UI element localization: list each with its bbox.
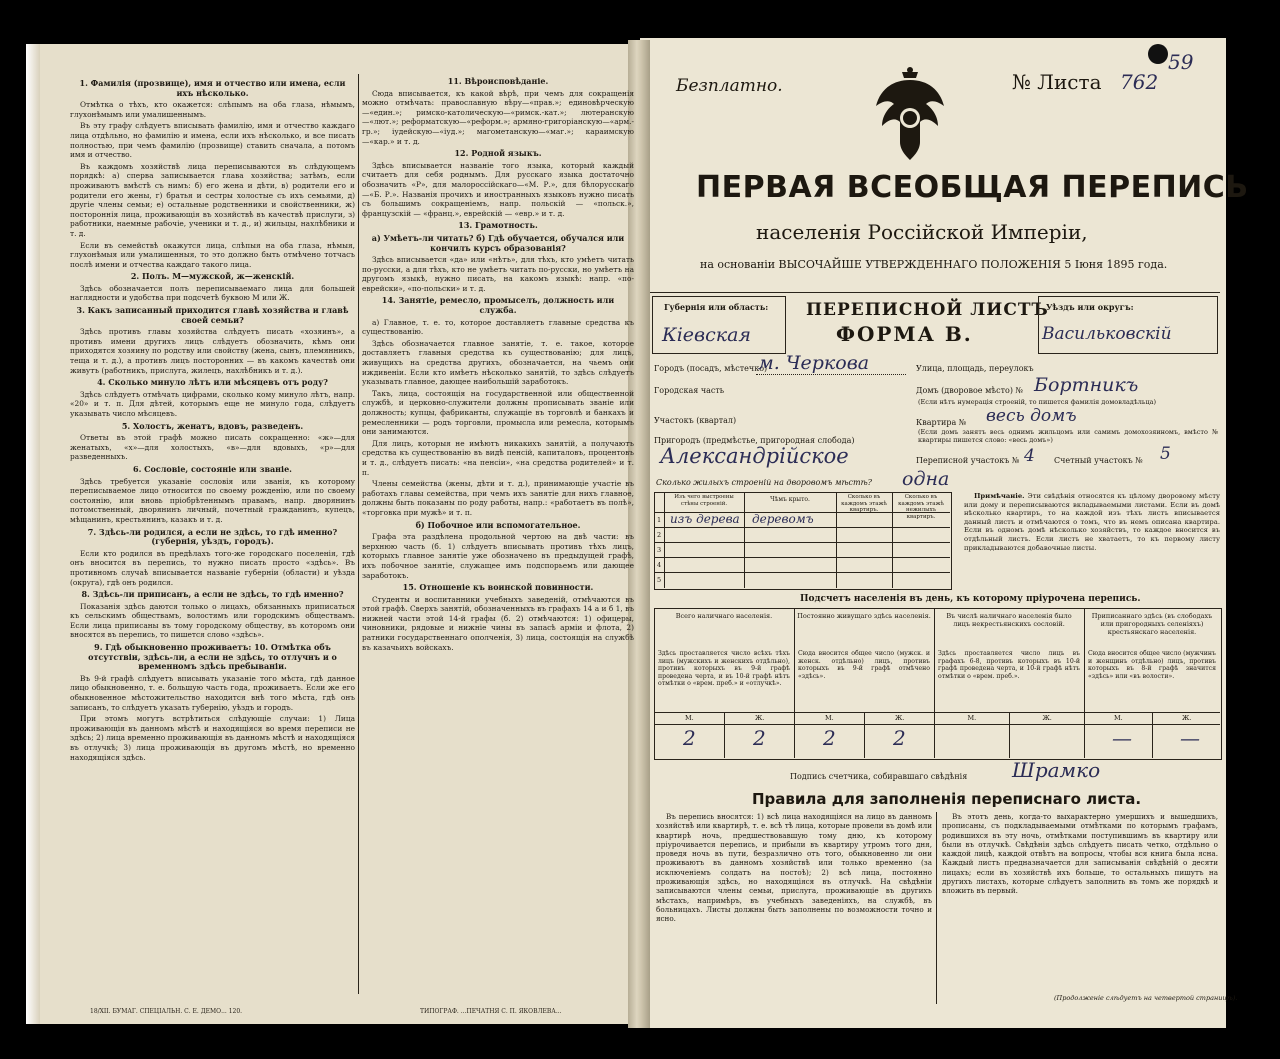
count-col-description: Здѣсь проставляется число всѣхъ тѣхъ лицъ (мужскихъ и женскихъ отдѣльно), противъ которыхъ въ 9-й графѣ проведена черта, и въ 10-й графѣ нѣтъ отмѣтки о «врем. преб.» и «отлучкѣ». xyxy=(658,650,790,688)
house-note: (Если нѣтъ нумерація строеній, то пишется фамилія домовладѣльца) xyxy=(918,398,1157,406)
instruction-heading: 7. Здѣсь-ли родился, а если не здѣсь, то гдѣ именно? (губернія, уѣздъ, городъ). xyxy=(87,526,338,547)
instruction-heading: б) Побочное или вспомогательное. xyxy=(415,519,581,530)
count-col-title: Въ числѣ наличнаго населенія было лицъ некрестьянскихъ сословій. xyxy=(946,612,1072,628)
table-row-rule xyxy=(654,572,950,573)
count-col-rule xyxy=(794,608,795,758)
town-line xyxy=(756,374,906,375)
instruction-heading: 5. Холостъ, женатъ, вдовъ, разведенъ. xyxy=(121,420,304,431)
count-col-rule xyxy=(1084,608,1085,758)
census-section-label: Переписной участокъ № xyxy=(916,456,1020,465)
count-col-description: Сюда вносится общее число (мужск. и женск. отдѣльно) лицъ, противъ которыхъ въ 9-й графѣ отмѣчено «здѣсь». xyxy=(798,650,930,680)
table-cell-roof: деревомъ xyxy=(752,512,814,526)
female-label: Ж. xyxy=(895,714,905,722)
instruction-heading: 9. Гдѣ обыкновенно проживаетъ: 10. Отмѣтка объ отсутствіи, здѣсь-ли, а если не здѣсь, то отлучнъ и о временномъ здѣсь пребываніи. xyxy=(88,642,337,672)
instruction-paragraph: а) Главное, т. е. то, которое доставляетъ главные средства къ существованію. xyxy=(362,317,634,337)
city-part-label: Городская часть xyxy=(654,386,725,395)
flat-note: (Если домъ занятъ весь однимъ жильцомъ или самимъ домохозяиномъ, вмѣсто № квартиры пишется слово: «весь домъ») xyxy=(918,428,1218,444)
count-value-rule xyxy=(934,724,1084,725)
table-row-number: 1 xyxy=(657,516,662,524)
left-instructions-column-2 xyxy=(362,74,634,654)
male-label: М. xyxy=(1114,714,1123,722)
count-col-title: Постоянно живущаго здѣсь населенія. xyxy=(797,612,931,620)
male-label: М. xyxy=(967,714,977,722)
table-header-cell: Изъ чего выстроены стѣны строеній. xyxy=(674,494,734,507)
suburb-value: Александрійское xyxy=(660,444,849,468)
table-row-rule xyxy=(654,557,950,558)
instruction-paragraph: Здѣсь обозначается главное занятіе, т. е. такое, которое доставляетъ главныя средства къ существованію; для лицъ, живущихъ на средства другихъ, обозначается, на чьемъ они иждивеніи. Если кто имѣетъ нѣсколько занятій, то здѣсь слѣдуетъ указывать главное, дающее наибольшій заработокъ. xyxy=(362,338,634,387)
instruction-paragraph: Студенты и воспитанники учебныхъ заведеній, отмѣчаются въ этой графѣ. Сверхъ занятій, обозначенныхъ въ графахъ 14 а и б 1, въ нижней части этой 14-й графы (б. 2) отмѣчаются: 1) офицеры, чиновники, рядовые и нижніе чины въ запасѣ арміи и флота, 2) ратники государственнаго ополченія, 3) лица, состоящія на службѣ въ казачьихъ войскахъ. xyxy=(362,594,634,652)
count-mf-rule xyxy=(864,712,865,758)
count-mf-rule xyxy=(724,712,725,758)
imperial-eagle-emblem xyxy=(872,66,948,162)
count-mf-rule xyxy=(1009,712,1010,758)
instruction-heading: а) Умѣетъ-ли читать? б) Гдѣ обучается, обучался или кончилъ курсъ образованія? xyxy=(371,232,625,253)
table-row-number: 2 xyxy=(657,531,662,539)
instruction-paragraph: Такъ, лица, состоящія на государственной или общественной службѣ, и церковно-служители должны прописывать званіе или должность; купцы, фабриканты, служащіе въ торговлѣ и банкахъ и ремесленники — родъ торговли, промысла или ремесла, которымъ они занимаются. xyxy=(362,388,634,437)
free-label: Безплатно. xyxy=(676,76,783,96)
instruction-heading: 8. Здѣсь-ли приписанъ, а если не здѣсь, то гдѣ именно? xyxy=(81,589,344,600)
suburb-label: Пригородъ (предмѣстье, пригородная слобода) xyxy=(654,436,855,445)
district-label: Участокъ (квартал) xyxy=(654,416,737,425)
instruction-paragraph: Если кто родился въ предѣлахъ того-же городскаго поселенія, гдѣ онъ вносится въ перепись, то нужно писать просто «здѣсь». Въ противномъ случаѣ вписывается названіе губерніи (области) и уѣзда (округа), гдѣ онъ родился. xyxy=(70,548,355,587)
female-label: Ж. xyxy=(755,714,765,722)
instruction-paragraph: Если въ семействѣ окажутся лица, слѣпыя на оба глаза, нѣмыя, глухонѣмыя или умалишенныя, то это должно быть отмѣчено тотчасъ послѣ имени и отчества каждаго такого лица. xyxy=(70,240,355,269)
instruction-heading: 6. Сословіе, состояніе или званіе. xyxy=(133,463,292,474)
count-value-rule xyxy=(1084,724,1220,725)
table-cell-walls: изъ дерева xyxy=(670,512,740,526)
count-value-rule xyxy=(794,724,934,725)
count-col-title: Приписаннаго здѣсь (въ слободахъ или пригородныхъ селеніяхъ) крестьянскаго населенія. xyxy=(1091,612,1213,636)
signature-label: Подпись счетчика, собиравшаго свѣдѣнія xyxy=(790,772,968,781)
divider xyxy=(650,292,1220,293)
table-header-cell: Чѣмъ крыто. xyxy=(770,496,810,503)
table-col-rule xyxy=(836,492,837,588)
instruction-heading: 14. Занятіе, ремесло, промыселъ, должность или служба. xyxy=(381,295,615,316)
gubernia-label: Губернія или область: xyxy=(664,302,769,312)
instruction-paragraph: Здѣсь обозначается полъ переписываемаго лица для большей наглядности и удобства при подсчетѣ буквою М или Ж. xyxy=(70,283,355,303)
house-value: Бортникъ xyxy=(1034,374,1139,396)
census-title: ПЕРВАЯ ВСЕОБЩАЯ ПЕРЕПИСЬ xyxy=(696,170,1249,205)
street-label: Улица, площадь, переулокъ xyxy=(916,364,1034,373)
town-label: Городъ (посадъ, мѣстечко) xyxy=(654,364,768,373)
census-section-value: 4 xyxy=(1024,446,1035,466)
instruction-paragraph: Здѣсь требуется указаніе сословія или званія, къ которому переписываемое лицо относится по своему рожденію, или по своему состоянію, или вновь пріобрѣтеннымъ правамъ, напр. дворянинъ потомственный, дворянинъ личный, почетный гражданинъ, купецъ, мѣщанинъ, крестьянинъ, казакъ и т. д. xyxy=(70,476,355,524)
instruction-paragraph: Графа эта раздѣлена продольной чертою на двѣ части: въ верхнюю часть (б. 1) слѣдуетъ вписывать противъ тѣхъ лицъ, которыхъ главное занятіе уже обозначено въ предыдущей графѣ, ихъ побочное занятіе, служащее имъ подспорьемъ или дающее заработокъ. xyxy=(362,532,634,580)
remark-block xyxy=(964,492,1220,552)
form-label-1: ПЕРЕПИСНОЙ ЛИСТЪ xyxy=(806,300,1049,320)
count-col-description: Сюда вносится общее число (мужчинъ и женщинъ отдѣльно) лицъ, противъ которыхъ въ 8-й графѣ значится «здѣсь» или «въ волости». xyxy=(1088,650,1216,680)
female-count-value: — xyxy=(1180,726,1200,750)
instruction-paragraph: Въ каждомъ хозяйствѣ лица переписываются въ слѣдующемъ порядкѣ: а) сперва записывается глава хозяйства; затѣмъ, если проживаютъ вмѣстѣ съ нимъ: б) его жена и дѣти, в) родители его и родители его жены, г) братья и сестры холостые съ ихъ семьями, д) другіе члены семьи; е) остальные родственники и свойственники, ж) постороннія лица, проживающія въ хозяйствѣ въ качествѣ прислуги, з) работники, наемные рабочіе, ученики и т. д., и) жильцы, нахлѣбники и т. д. xyxy=(70,161,355,238)
corner-number: 59 xyxy=(1168,50,1194,74)
count-title: Подсчетъ населенія въ день, къ которому пріурочена перепись. xyxy=(800,594,1141,604)
rules-text-1: Въ перепись вносятся: 1) всѣ лица находящіяся на лицо въ данномъ хозяйствѣ или квартирѣ, т. е. всѣ тѣ лица, которые провели въ домѣ или квартирѣ ночь, предшествовавшую тому дню, къ которому пріурочивается перепись, и прибыли въ квартиру утромъ того дня, проведя ночь въ пути, безразлично отъ того, обыкновенно ли они проживаютъ въ данномъ хозяйствѣ или только временно (за исключеніемъ солдатъ на постоѣ); 2) всѣ лица, постоянно проживающія здѣсь, но находящіяся въ отлучкѣ. На свѣдѣніи записываются члены семьи, прислуга, проживающіе въ другихъ мѣстахъ, напримѣръ, въ учебныхъ заведеніяхъ, на службѣ, въ больницахъ. Листы должны быть заполнены по возможности точно и ясно. xyxy=(656,812,932,924)
table-row-rule xyxy=(654,527,950,528)
uezd-value: Васильковскій xyxy=(1042,324,1172,344)
left-instructions-column-1 xyxy=(70,76,355,764)
gubernia-value: Кіевская xyxy=(662,324,751,346)
uezd-label: Уѣздъ или округъ: xyxy=(1046,302,1134,312)
table-row-number: 4 xyxy=(657,561,662,569)
instruction-heading: 11. Вѣроисповѣданіе. xyxy=(447,76,549,86)
male-count-value: 2 xyxy=(823,726,836,750)
count-col-description: Здѣсь проставляется число лицъ въ графахъ 6-8, противъ которыхъ въ 10-й графѣ проведена черта, и 10-й графѣ нѣтъ отмѣтки о «врем. преб.». xyxy=(938,650,1080,680)
count-mf-rule xyxy=(1152,712,1153,758)
buildings-label: Сколько жилыхъ строеній на дворовомъ мѣстѣ? xyxy=(656,478,872,487)
remark-text: Эти свѣдѣнія относятся къ цѣлому дворовому мѣсту или дому и переписываются вкладываемыми листами. Если въ домѣ нѣсколько квартиръ, то на каждой изъ тѣхъ листъ вписывается данный листъ и отмѣчаются о томъ, что въ немъ описана квартира. Если въ одномъ домѣ нѣсколько хозяйствъ, то каждое вносится въ отдѣльный листъ. Если листъ не хватаетъ, то къ первому листу прикладываются добавочные листы. xyxy=(964,492,1220,552)
rules-divider xyxy=(936,812,937,1004)
instruction-heading: 4. Сколько минуло лѣтъ или мѣсяцевъ отъ роду? xyxy=(97,377,328,388)
instruction-heading: 3. Какъ записанный приходится главѣ хозяйства и главѣ своей семьи? xyxy=(76,305,349,325)
rules-column-1 xyxy=(656,812,932,924)
rules-continue: (Продолженіе слѣдуетъ на четвертой страницѣ). xyxy=(1054,994,1238,1002)
sheet-number-label: № Листа xyxy=(1012,70,1102,94)
male-count-value: — xyxy=(1112,726,1132,750)
instruction-paragraph: Здѣсь вписывается «да» или «нѣтъ», для тѣхъ, кто умѣетъ читать по-русски, а для тѣхъ, кто не умѣетъ читать по-русски, но умѣетъ на другомъ языкѣ, нужно писать, на какомъ языкѣ: напр. «по-еврейски», «по-польски» и т. д. xyxy=(362,255,634,293)
table-row-number: 3 xyxy=(657,546,662,554)
female-label: Ж. xyxy=(1042,714,1052,722)
right-footer-imprint: ТИПОГРАФ. ...ПЕЧАТНЯ С. П. ЯКОВЛЕВА... xyxy=(420,1008,562,1015)
instruction-paragraph: Для лицъ, которыя не имѣютъ никакихъ занятій, а получаютъ средства къ существованію въ видѣ пенсій, капиталовъ, процентовъ и т. д., слѣдуетъ писать: «на пенсіи», «на средства родителей» и т. п. xyxy=(362,438,634,477)
female-count-value: 2 xyxy=(893,726,906,750)
signature-value: Шрамко xyxy=(1012,758,1101,782)
instruction-heading: 2. Полъ. М—мужской, ж—женскій. xyxy=(130,271,295,282)
instruction-paragraph: Отмѣтка о тѣхъ, кто окажется: слѣпымъ на оба глаза, нѣмымъ, глухонѣмымъ или умалишеннымъ. xyxy=(70,100,355,119)
sheet-number-value: 762 xyxy=(1120,70,1159,94)
flat-value: весь домъ xyxy=(986,406,1077,426)
female-count-value: 2 xyxy=(753,726,766,750)
instruction-paragraph: Показанія здѣсь даются только о лицахъ, обязанныхъ приписаться къ сельскимъ обществамъ, волостямъ или городскимъ обществамъ. Если лица приписаны въ тому городскому обществу, въ которомъ они вносятся въ перепись, то пишется слово «здѣсь». xyxy=(70,601,355,640)
house-label: Домъ (дворовое мѣсто) № xyxy=(916,386,1024,395)
table-row-rule xyxy=(654,542,950,543)
count-col-title: Всего наличнаго населенія. xyxy=(675,612,773,620)
ink-blot xyxy=(1148,44,1168,64)
instruction-heading: 15. Отношеніе къ воинской повинности. xyxy=(402,582,594,593)
flat-label: Квартира № xyxy=(916,418,967,427)
column-divider xyxy=(358,74,359,994)
rules-title: Правила для заполненія переписнаго листа. xyxy=(752,790,1142,808)
male-count-value: 2 xyxy=(683,726,696,750)
instruction-paragraph: Въ 9-й графѣ слѣдуетъ вписывать указаніе того мѣста, гдѣ данное лицо обыкновенно, т. е. большую часть года, проживаетъ. Если же его обыкновенное мѣстожительство находится внѣ того мѣста, гдѣ онъ записанъ, то слѣдуетъ указать губернію, уѣздъ и городъ. xyxy=(70,673,355,712)
form-label-2: ФОРМА В. xyxy=(836,322,973,346)
male-label: М. xyxy=(825,714,834,722)
female-label: Ж. xyxy=(1182,714,1192,722)
rules-text-2: Въ этотъ день, когда-то выхарактерно умершихъ и вышедшихъ, прописаны, съ подкладываемыми отмѣтками по которымъ графамъ, родившихся въ эту ночь, отмѣтками поступившимъ въ квартиру или были въ отлучкѣ. Свѣдѣнія здѣсь слѣдуетъ писать четко, отдѣльно о каждой лицѣ, каждой отвѣтъ на вопросы, чтобы вся книга была ясна. Каждый листъ предназначается для записыванія свѣдѣній о десяти лицахъ; если въ хозяйствѣ ихъ больше, то остальныхъ пишутъ на другихъ листахъ, которые слѣдуетъ заполнить въ томъ же порядкѣ и вложить въ первый. xyxy=(942,812,1218,896)
count-value-rule xyxy=(654,724,794,725)
census-basis: на основаніи ВЫСОЧАЙШЕ УТВЕРЖДЕННАГО ПОЛОЖЕНІЯ 5 Іюня 1895 года. xyxy=(700,258,1168,271)
town-value: м. Черкова xyxy=(758,352,870,374)
table-col-rule xyxy=(892,492,893,588)
table-header-cell: Сколько въ каждомъ этажѣ нежилыхъ квартиръ. xyxy=(898,494,944,520)
instruction-paragraph: При этомъ могутъ встрѣтиться слѣдующіе случаи: 1) Лица проживающія въ данномъ мѣстѣ и находящіяся во время переписи не здѣсь; 2) лица временно проживающія въ данномъ мѣстѣ и находящіяся въ отлучкѣ; 3) лица проживающія въ другомъ мѣстѣ, но временно находящіяся здѣсь. xyxy=(70,714,355,762)
instruction-heading: 1. Фамилія (прозвище), имя и отчество или имена, если ихъ нѣсколько. xyxy=(79,78,346,98)
left-footer-imprint: 18/XII. БУМАГ. СПЕЦІАЛЬН. С. Е. ДЕМО... 120. xyxy=(90,1008,243,1015)
count-section-value: 5 xyxy=(1160,444,1171,464)
count-col-rule xyxy=(934,608,935,758)
count-section-label: Счетный участокъ № xyxy=(1054,456,1143,465)
left-page-edge xyxy=(26,44,40,1024)
instruction-paragraph: Здѣсь слѣдуетъ отмѣчать цифрами, сколько кому минуло лѣтъ, напр. «20» и т. п. Для дѣтей, которымъ еще не минуло года, слѣдуетъ указывать число мѣсяцевъ. xyxy=(70,389,355,418)
remark-title: Примѣчаніе. xyxy=(974,492,1025,500)
instruction-paragraph: Члены семейства (жены, дѣти и т. д.), принимающіе участіе въ работахъ главы семейства, при чемъ ихъ занятіе для нихъ главное, должны быть показаны по роду работы, напр.: «работаетъ въ полѣ», «торговка при мужѣ» и т. п. xyxy=(362,479,634,517)
buildings-value: одна xyxy=(902,468,950,490)
instruction-heading: 13. Грамотность. xyxy=(458,220,538,231)
table-col-rule xyxy=(664,492,665,588)
table-col-rule xyxy=(744,492,745,588)
instruction-paragraph: Въ эту графу слѣдуетъ вписывать фамилію, имя и отчество каждаго лица отдѣльно, но фамилію и имена, если ихъ нѣсколько, и все писать полностью, при чемъ фамилію (прозвище) ставить сначала, а потомъ имя и отчество. xyxy=(70,121,355,160)
census-subtitle: населенія Россійской Имперіи, xyxy=(756,220,1088,244)
male-label: М. xyxy=(685,714,694,722)
instruction-paragraph: Ответы въ этой графѣ можно писать сокращенно: «ж»—для женатыхъ, «х»—для холостыхъ, «в»—для вдовыхъ, «р»—для разведенныхъ. xyxy=(70,433,355,462)
instruction-paragraph: Здѣсь вписывается названіе того языка, который каждый считаетъ для себя роднымъ. Для русскаго языка достаточно обозначить «Р», для малороссійскаго—«М. Р.», для бѣлорусскаго—«Б. Р.». Названія прочихъ и иностранныхъ языковъ нужно писать съ большимъ сокращеніемъ, напр. польскій — «польск.», французскій — «франц.», еврейскій — «евр.» и т. д. xyxy=(362,160,634,218)
instruction-paragraph: Сюда вписывается, къ какой вѣрѣ, при чемъ для сокращенія можно отмѣчать: православную вѣру—«прав.»; единовѣрческую—«един.»; римско-католическую—«римск.-кат.»; лютеранскую—«лют.»; реформатскую—«реформ.»; армяно-григоріанскую—«арм.-гр.»; іудейскую—«іуд.»; магометанскую—«маг.»; караимскую—«кар.» и т. д. xyxy=(362,88,634,146)
table-row-number: 5 xyxy=(657,576,662,584)
table-header-cell: Сколько въ каждомъ этажѣ квартиръ. xyxy=(841,494,887,513)
instruction-paragraph: Здѣсь противъ главы хозяйства слѣдуетъ писать «хозяинъ», а противъ имени другихъ лицъ слѣдуетъ обозначить, кѣмъ они приходятся хозяину по родству или свойству (жена, сынъ, племянникъ, теща и т. д.), а противъ лицъ посторонних — въ какомъ качествѣ они живутъ (работникъ, прислуга, жилецъ, нахлѣбникъ и т. д.). xyxy=(70,327,355,375)
instruction-heading: 12. Родной языкъ. xyxy=(454,148,542,159)
rules-column-2 xyxy=(942,812,1218,896)
